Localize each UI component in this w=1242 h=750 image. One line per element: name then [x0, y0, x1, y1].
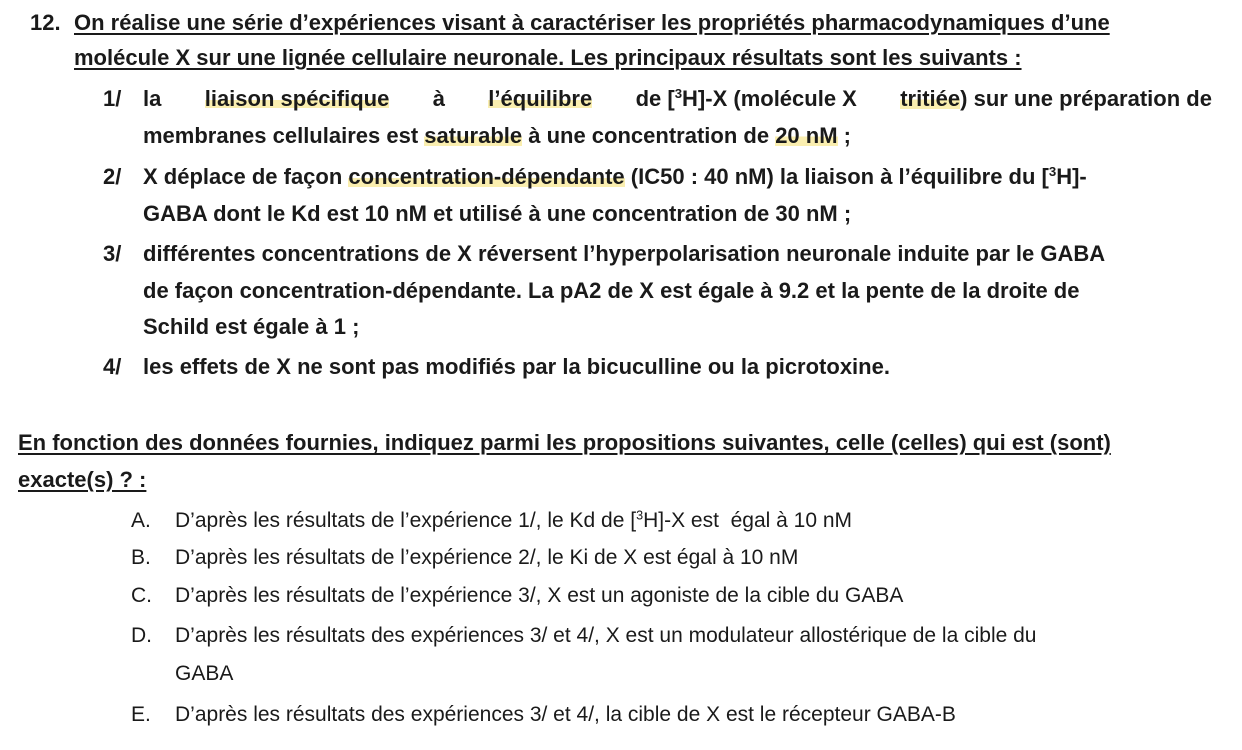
- exp2-text-h: H]-: [1056, 164, 1087, 189]
- exp1-text-semicolon: ;: [843, 123, 851, 148]
- experiment-2-number: 2/: [103, 164, 122, 189]
- experiment-3-line2: de façon concentration-dépendante. La pA2 de X est égale à 9.2 et la pente de la droite de: [143, 278, 1080, 303]
- prompt-line2: exacte(s) ? :: [18, 467, 147, 492]
- question-title-line2: molécule X sur une lignée cellulaire neuronale. Les principaux résultats sont les suivants :: [74, 45, 1022, 70]
- exp1-word-la: la: [143, 86, 162, 111]
- exp1-highlight-tritiee: tritiée: [900, 86, 961, 111]
- option-d-text: [175, 625, 1212, 646]
- exp1-highlight-20nm: 20 nM: [775, 123, 838, 148]
- exp1-highlight-liaison: liaison spécifique: [204, 86, 390, 111]
- experiment-3-line3: Schild est égale à 1 ;: [143, 314, 360, 339]
- experiment-2-line2: GABA dont le Kd est 10 nM et utilisé à une concentration de 30 nM ;: [143, 201, 852, 226]
- option-d-text-line2: GABA: [175, 662, 234, 685]
- option-a-letter: A.: [131, 509, 151, 532]
- option-c-text: D’après les résultats de l’expérience 3/, X est un agoniste de la cible du GABA: [175, 584, 904, 607]
- experiment-1-line2: [143, 125, 851, 147]
- question-number: 12.: [30, 10, 61, 35]
- experiment-2-line1: [143, 166, 1087, 188]
- exp1-highlight-saturable: saturable: [424, 123, 523, 148]
- option-c-letter: C.: [131, 584, 152, 607]
- prompt-text: En fonction des données fournies, indiquez parmi les propositions suivantes, celle (celles) qui est (sont): [18, 430, 1111, 455]
- option-a-text-part2: H]-X est égal à 10 nM: [643, 509, 853, 532]
- exp1-superscript: 3: [674, 86, 683, 102]
- option-b-text: D’après les résultats de l’expérience 2/, le Ki de X est égal à 10 nM: [175, 546, 799, 569]
- option-a-superscript: 3: [636, 508, 644, 523]
- exp1-tritiee-group: [900, 88, 1212, 110]
- exp1-highlight-equilibre: l’équilibre: [488, 86, 593, 111]
- exp3-text-line1: différentes concentrations de X réversent l’hyperpolarisation neuronale induite par le GABA: [143, 241, 1106, 266]
- experiment-1-line1: [143, 88, 1212, 110]
- experiment-1-number: 1/: [103, 86, 122, 111]
- prompt-line1: [18, 432, 1212, 454]
- experiment-3-line1: [143, 243, 1212, 265]
- experiment-3-number: 3/: [103, 241, 122, 266]
- exp2-text-ic50: (IC50 : 40 nM) la liaison à l’équilibre du [: [630, 164, 1049, 189]
- exp1-word-a: à: [432, 86, 445, 111]
- exp2-highlight-concentration: concentration-dépendante: [348, 164, 625, 189]
- option-e-text: D’après les résultats des expériences 3/ et 4/, la cible de X est le récepteur GABA-B: [175, 703, 956, 726]
- exp1-text-de: de [: [635, 86, 675, 111]
- option-d-text-line1: D’après les résultats des expériences 3/ et 4/, X est un modulateur allostérique de la cible du: [175, 624, 1037, 647]
- experiment-4-line1: les effets de X ne sont pas modifiés par la bicuculline ou la picrotoxine.: [143, 354, 890, 379]
- option-a-text-part1: D’après les résultats de l’expérience 1/, le Kd de [: [175, 509, 637, 532]
- question-title-text: On réalise une série d’expériences visant à caractériser les propriétés pharmacodynamiques d’une: [74, 10, 1110, 35]
- exp2-text-deplace: X déplace de façon: [143, 164, 343, 189]
- question-title-line1: [74, 12, 1212, 34]
- option-a-text: [175, 510, 852, 531]
- exp1-text-concentration: à une concentration de: [528, 123, 770, 148]
- exp1-tritium-label: [636, 88, 857, 110]
- exp1-text-membranes: membranes cellulaires est: [143, 123, 419, 148]
- experiment-4-number: 4/: [103, 354, 122, 379]
- exp2-superscript: 3: [1048, 164, 1057, 180]
- option-b-letter: B.: [131, 546, 151, 569]
- exp1-text-molecule: H]-X (molécule X: [682, 86, 857, 111]
- option-e-letter: E.: [131, 703, 151, 726]
- exp1-text-preparation: ) sur une préparation de: [960, 86, 1212, 111]
- option-d-letter: D.: [131, 624, 152, 647]
